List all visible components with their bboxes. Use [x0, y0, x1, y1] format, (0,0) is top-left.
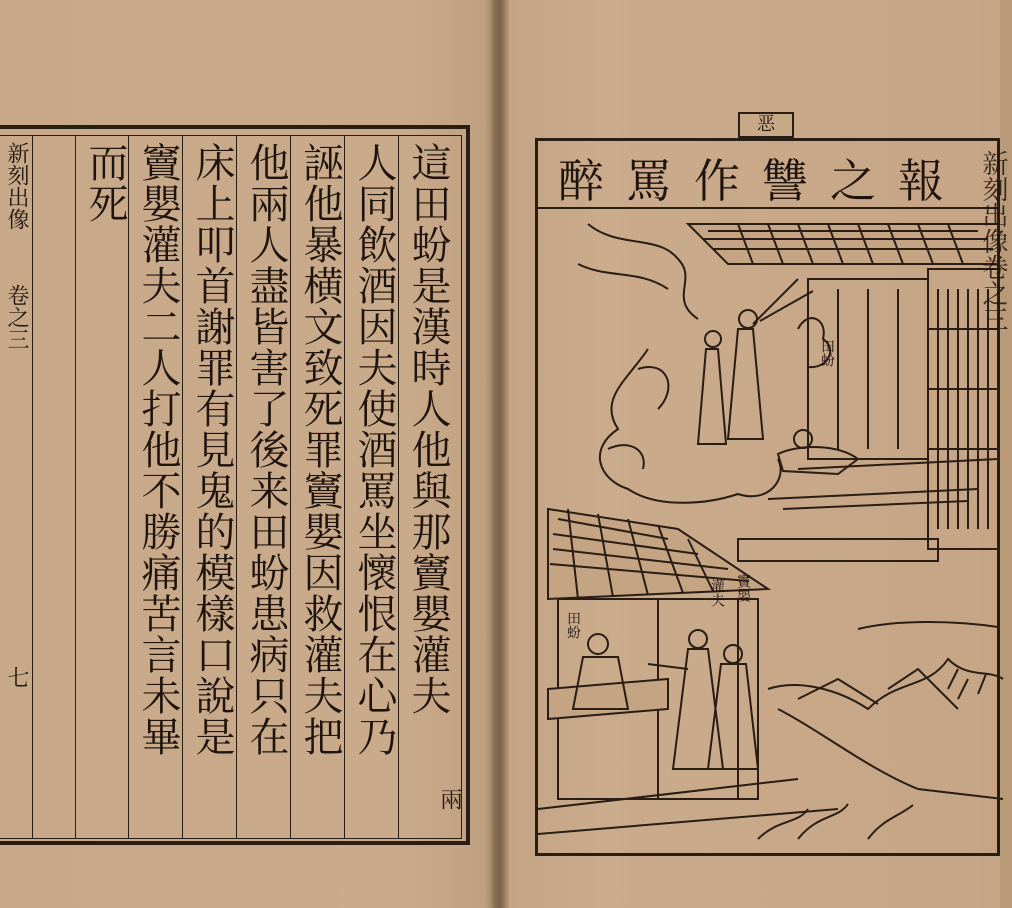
label-guanfu: 灌夫	[709, 579, 725, 607]
text-frame	[0, 125, 470, 845]
column-rule	[128, 136, 129, 838]
text-column-5: 床上叩首謝罪有見鬼的模樣口說是	[189, 142, 235, 757]
text-column-6: 竇嬰灌夫二人打他不勝痛苦言未畢	[135, 142, 181, 757]
mountains	[768, 622, 1003, 799]
label-douying: 竇嬰	[735, 574, 751, 602]
scene-drawing	[538, 209, 1003, 853]
upper-pavilion	[738, 269, 998, 561]
column-rule	[236, 136, 237, 838]
margin-strip	[0, 136, 32, 838]
margin-title: 新刻出像	[4, 142, 29, 230]
label-tianfen-lower: 田蚡	[565, 611, 581, 639]
text-frame-inner	[0, 135, 462, 839]
left-page	[0, 0, 495, 908]
text-column-2: 人同飲酒因夫使酒罵坐懷恨在心乃	[351, 142, 397, 757]
text-column-4: 他兩人盡皆害了後来田蚡患病只在	[243, 142, 289, 757]
label-tianfen-upper: 田蚡	[819, 339, 835, 367]
category-tab: 恶	[738, 112, 794, 138]
text-column-3: 誣他暴横文致死罪竇嬰因救灌夫把	[297, 142, 343, 757]
column-rule	[32, 136, 33, 838]
woodblock-scene	[538, 209, 997, 853]
text-column-7: 而死	[82, 142, 128, 224]
sub-note: 兩	[437, 788, 462, 810]
column-rule	[182, 136, 183, 838]
column-rule	[290, 136, 291, 838]
column-rule	[398, 136, 399, 838]
illustration-title: 醉罵作讐之報	[558, 154, 966, 208]
ghost-figures	[698, 279, 813, 444]
text-column-1: 這田蚡是漢時人他與那竇嬰灌夫	[405, 142, 451, 716]
upper-roof	[688, 224, 998, 264]
margin-volume: 卷之三	[4, 284, 29, 350]
column-rule	[75, 136, 76, 838]
title-band	[538, 141, 997, 209]
right-margin-title: 新刻出像卷之三	[978, 150, 1008, 332]
right-page	[505, 0, 1008, 908]
margin-page-number: 七	[4, 666, 29, 688]
illustration-frame	[535, 138, 1000, 856]
column-rule	[344, 136, 345, 838]
